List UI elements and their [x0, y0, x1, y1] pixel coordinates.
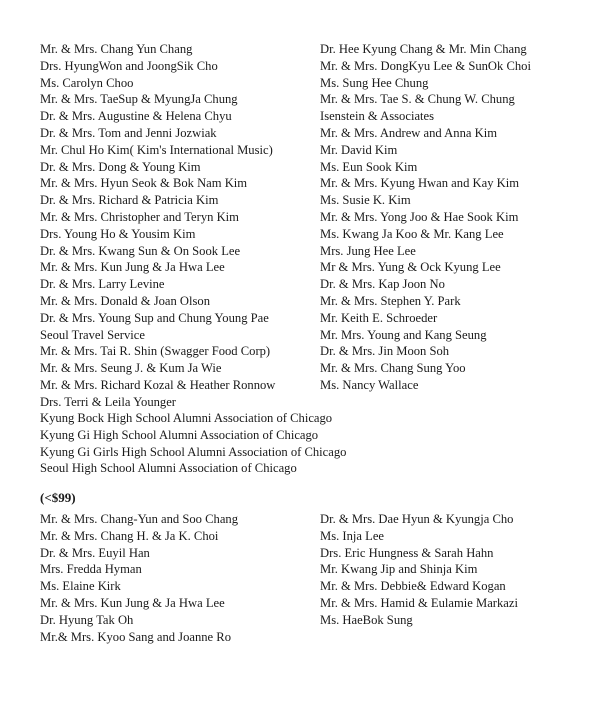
donor-column-right [320, 511, 590, 629]
donor-name: Ms. Kwang Ja Koo & Mr. Kang Lee [320, 226, 504, 241]
donor-name: Mrs. Fredda Hyman [40, 562, 142, 577]
donor-name: Mr. & Mrs. Tae S. & Chung W. Chung [320, 92, 515, 107]
donor-name: Drs. Eric Hungness & Sarah Hahn [320, 545, 494, 560]
donor-name: Ms. Eun Sook Kim [320, 159, 418, 174]
donor-column-right [320, 41, 590, 394]
donor-name: Mr & Mrs. Yung & Ock Kyung Lee [320, 260, 501, 275]
donor-name: Mr. Chul Ho Kim( Kim's International Music) [40, 142, 273, 157]
donor-name: Ms. Inja Lee [320, 528, 384, 543]
donor-name: Mr. David Kim [320, 142, 398, 157]
donor-name: Mr. & Mrs. Stephen Y. Park [320, 293, 461, 308]
donor-name: Mr. & Mrs. Tai R. Shin (Swagger Food Corp) [40, 344, 271, 359]
donor-name: Dr. & Mrs. Young Sup and Chung Young Pae [40, 310, 269, 325]
donor-name: Mr. & Mrs. Kyung Hwan and Kay Kim [320, 176, 520, 191]
donor-name: Mr. & Mrs. Chang-Yun and Soo Chang [40, 512, 239, 526]
donor-name: Mr. Mrs. Young and Kang Seung [320, 327, 487, 342]
alumni-associations-list [40, 410, 580, 477]
donor-name: Mr.& Mrs. Kyoo Sang and Joanne Ro [40, 629, 231, 644]
donor-name: Mr. & Mrs. Christopher and Teryn Kim [40, 209, 239, 224]
donor-name: Dr. Hyung Tak Oh [40, 612, 134, 627]
donor-name: Mr. & Mrs. Seung J. & Kum Ja Wie [40, 361, 222, 376]
donor-name: Ms. Susie K. Kim [320, 193, 411, 208]
donor-name: Dr. & Mrs. Kap Joon No [320, 277, 445, 292]
donor-list-section-1 [40, 41, 580, 411]
donor-name: Ms. Carolyn Choo [40, 75, 134, 90]
donor-name: Kyung Gi Girls High School Alumni Association of Chicago [40, 444, 347, 459]
donor-name: Dr. & Mrs. Dong & Young Kim [40, 159, 201, 174]
donor-name: Drs. Young Ho & Yousim Kim [40, 226, 196, 241]
donor-name: Mr. Keith E. Schroeder [320, 310, 438, 325]
donor-name: Mr. & Mrs. Chang Sung Yoo [320, 361, 466, 376]
donor-name: Seoul High School Alumni Association of Chicago [40, 461, 297, 476]
donor-name: Dr. & Mrs. Dae Hyun & Kyungja Cho [320, 512, 514, 526]
donor-name: Dr. & Mrs. Euyil Han [40, 545, 150, 560]
donor-name: Mr. & Mrs. TaeSup & MyungJa Chung [40, 92, 238, 107]
donor-name: Kyung Gi High School Alumni Association of Chicago [40, 427, 319, 442]
donor-name: Ms. HaeBok Sung [320, 612, 413, 627]
donor-name: Mr. & Mrs. Kun Jung & Ja Hwa Lee [40, 260, 225, 275]
donor-name: Seoul Travel Service [40, 327, 145, 342]
donor-name: Mr. & Mrs. Yong Joo & Hae Sook Kim [320, 209, 519, 224]
donor-name: Dr. Hee Kyung Chang & Mr. Min Chang [320, 42, 527, 56]
donor-name: Dr. & Mrs. Tom and Jenni Jozwiak [40, 125, 217, 140]
donor-name: Ms. Nancy Wallace [320, 377, 419, 392]
donor-name: Kyung Bock High School Alumni Association of Chicago [40, 411, 333, 425]
donor-name: Dr. & Mrs. Jin Moon Soh [320, 344, 450, 359]
donor-name: Mr. & Mrs. Hamid & Eulamie Markazi [320, 595, 518, 610]
donor-name: Mr. & Mrs. Andrew and Anna Kim [320, 125, 498, 140]
donor-name: Ms. Sung Hee Chung [320, 75, 429, 90]
donor-name: Mr. & Mrs. Richard Kozal & Heather Ronnow [40, 377, 276, 392]
donation-tier-heading: (<$99) [40, 490, 76, 505]
donor-column-left [40, 41, 330, 411]
donor-name: Mr. & Mrs. DongKyu Lee & SunOk Choi [320, 58, 531, 73]
donor-name: Isenstein & Associates [320, 109, 435, 124]
donor-name: Dr. & Mrs. Richard & Patricia Kim [40, 193, 219, 208]
donor-name: Mr. & Mrs. Debbie& Edward Kogan [320, 579, 506, 594]
donor-list-section-2 [40, 511, 580, 651]
donor-name: Mr. & Mrs. Donald & Joan Olson [40, 293, 211, 308]
donor-name: Mr. Kwang Jip and Shinja Kim [320, 562, 478, 577]
donor-name: Dr. & Mrs. Larry Levine [40, 277, 165, 292]
donor-name: Dr. & Mrs. Augustine & Helena Chyu [40, 109, 232, 124]
donor-name: Drs. HyungWon and JoongSik Cho [40, 58, 218, 73]
donor-name: Ms. Elaine Kirk [40, 579, 121, 594]
donor-name: Mr. & Mrs. Kun Jung & Ja Hwa Lee [40, 595, 225, 610]
donor-name: Mr. & Mrs. Chang Yun Chang [40, 42, 193, 56]
donor-column-left [40, 511, 330, 645]
donor-name: Mr. & Mrs. Hyun Seok & Bok Nam Kim [40, 176, 248, 191]
donor-name: Drs. Terri & Leila Younger [40, 394, 176, 409]
donor-name: Mrs. Jung Hee Lee [320, 243, 416, 258]
donor-name: Dr. & Mrs. Kwang Sun & On Sook Lee [40, 243, 241, 258]
donor-name: Mr. & Mrs. Chang H. & Ja K. Choi [40, 528, 219, 543]
